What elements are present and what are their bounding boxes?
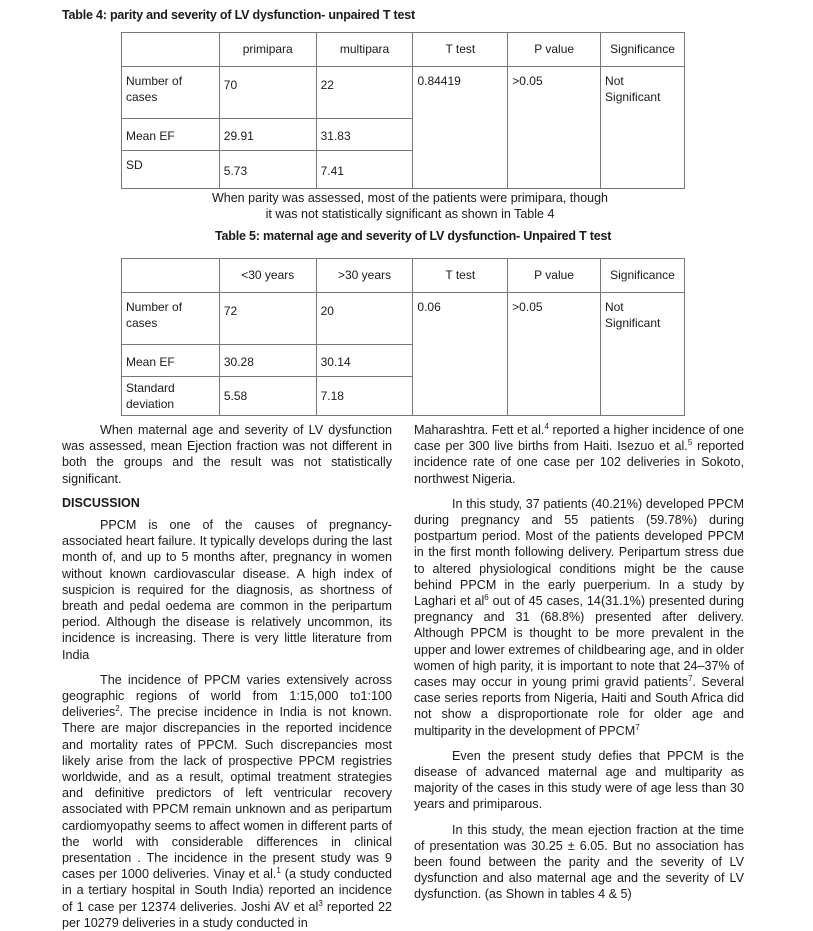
left-paragraph-3: The incidence of PPCM varies extensively across geographic regions of world from 1:15,000 to1:100 deliveries$^2$. The precise incidence in India is not known. There are major discrepancies in the reported incidence and mortality rates of PPCM. Such discrepancies most likely arise from the lack of prospective PPCM registries worldwide, and as a result, optimal treatment strategies and definitive predictors of left ventricular recovery associated with PPCM remain unknown and as peripartum cardiomyopathy seems to affect women in different parts of the world with considerable differences in clinical presentation . The incidence in the present study was 9 cases per 1000 deliveries. Vinay et al.$^1$ (a study conducted in a tertiary hospital in South India) reported an incidence of 1 case per 12374 deliveries. Joshi AV et $al^3$ reported 22 per 10279 deliveries in a study conducted in [62,672,393,930]
table4-caption: Table 4: parity and severity of LV dysfunction- unpaired T test [62,8,415,22]
table5-cell: 20 [316,293,413,345]
table4-note-line2: it was not statistically significant as shown in Table 4 [265,207,555,221]
left-paragraph-1: When maternal age and severity of LV dysfunction was assessed, mean Ejection fraction was not different in both the groups and the result was not statistically significant. [62,423,392,486]
table4-row-label: Mean EF [122,119,220,151]
right-paragraph-2: In this study, 37 patients (40.21%) developed PPCM during pregnancy and 55 patients (59.78%) during postpartum period. Most of the patients developed PPCM in the first month following delivery. Peripartum stress due to altered physiological conditions might be the cause behind PPCM in the early puerperium. In a study by Laghari et $al^6$ out of 45 cases, 14(31.1%) presented during pregnancy and 31 (68.8%) presented after delivery. Although PPCM is thought to be more prevalent in the upper and lower extremes of childbearing age, and in older women of high parity, it is important to note that 24–37% of cases may occur in young primi gravid patients$^7$. Several case series reports from Nigeria, Haiti and South Africa did not show a disproportionate role for older age and multiparity in the development of PPCM$^7$ [414,496,745,738]
table5-header-significance: Significance [600,259,684,293]
table4-cell: 70 [219,67,316,119]
table4-significance-value: Not Significant [601,67,685,189]
citation-ref: 7 [688,673,693,683]
citation-ref: 2 [115,704,120,714]
table4-note-line1: When parity was assessed, most of the patients were primipara, though [211,191,609,205]
table5-cell: 30.14 [316,345,413,377]
table4-row-label: Number of cases [122,67,220,119]
table4-header-multipara: multipara [316,33,413,67]
right-column [414,422,744,903]
table5-significance-value: Not Significant [600,293,684,416]
citation-ref: 5 [687,438,693,448]
right-paragraph-3: Even the present study defies that PPCM is the disease of advanced maternal age and multiparity as majority of the cases in this study were of age less than 30 years and primiparous. [414,748,744,812]
table4-cell: 31.83 [316,119,413,151]
table5-cell: 30.28 [219,345,316,377]
right-paragraph-1: Maharashtra. Fett et al.$^4$ reported a higher incidence of one case per 300 live births from Haiti. Isezuo et al.$^5$ reported incidence rate of one case per 102 deliveries in Sokoto, northwest Nigeria. [414,421,745,486]
table4-cell: 5.73 [219,151,316,189]
table4-header-significance: Significance [601,33,685,67]
table5-header-over30: >30 years [316,259,413,293]
table4-cell: 7.41 [316,151,413,189]
citation-ref: 3 [318,898,323,908]
table4 [121,32,685,189]
table4-header-pvalue: P value [508,33,601,67]
table4-header-primipara: primipara [219,33,316,67]
table5-row-label: Standard deviation [122,377,220,416]
table4-corner-cell [122,33,220,67]
table5-header-ttest: T test [413,259,508,293]
citation-ref: 4 [544,421,549,431]
citation-ref: 6 [484,592,489,602]
table4-cell: 22 [316,67,413,119]
table4-row-label: SD [122,151,220,189]
left-paragraph-2: PPCM is one of the causes of pregnancy-associated heart failure. It typically develops during the last month of, and up to 5 months after, pregnancy in women without known cardiovascular disease. A high index of suspicion is required for the diagnosis, as shortness of breath and pedal oedema are common in the peripartum period. Although the disease is relatively uncommon, its incidence is increasing. There is very little literature from India [62,518,392,662]
citation-ref: 7 [635,722,640,732]
table4-cell: 29.91 [219,119,316,151]
table5-row-label: Mean EF [122,345,220,377]
table5-row-label: Number of cases [122,293,220,345]
right-paragraph-4: In this study, the mean ejection fraction at the time of presentation was 30.25 ± 6.05. But no association has been found between the parity and the severity of LV dysfunction and also maternal age and the severity of LV dysfunction. (as Shown in tables 4 & 5) [414,822,744,902]
table5-header-pvalue: P value [508,259,601,293]
table5-corner-cell [122,259,220,293]
table5-cell: 7.18 [316,377,413,416]
table5 [121,258,685,416]
table4-header-ttest: T test [413,33,508,67]
citation-ref: 1 [276,866,281,876]
table5-caption: Table 5: maternal age and severity of LV dysfunction- Unpaired T test [215,229,612,243]
table5-cell: 72 [219,293,316,345]
table5-pvalue-value: >0.05 [508,293,601,416]
table5-header-under30: <30 years [219,259,316,293]
table4-ttest-value: 0.84419 [413,67,508,189]
table5-cell: 5.58 [219,377,316,416]
left-column [62,422,392,931]
table5-ttest-value: 0.06 [413,293,508,416]
discussion-heading: DISCUSSION [62,495,140,510]
table4-pvalue-value: >0.05 [508,67,601,189]
